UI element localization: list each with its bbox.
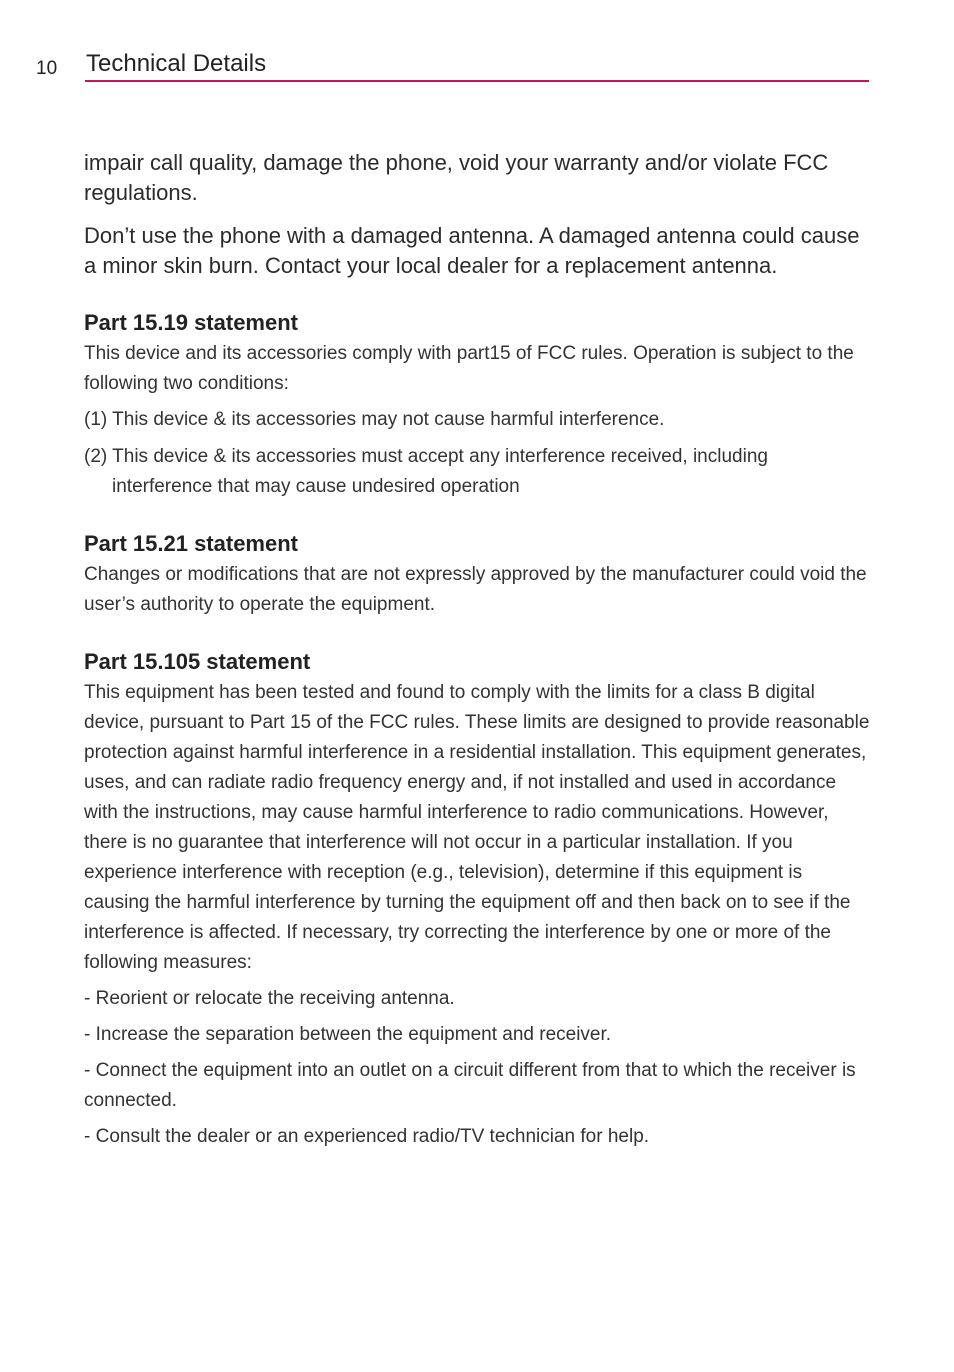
measure-item-2: - Increase the separation between the equipment and receiver. bbox=[84, 1024, 612, 1045]
page-title: Technical Details bbox=[86, 50, 267, 77]
page-number: 10 bbox=[36, 58, 58, 79]
section-part-15-19 bbox=[84, 309, 872, 502]
section-heading: Part 15.19 statement bbox=[84, 310, 298, 335]
intro-paragraph-1: impair call quality, damage the phone, void your warranty and/or violate FCC regulations. bbox=[84, 150, 829, 205]
section-part-15-105 bbox=[84, 648, 872, 1152]
section-heading: Part 15.21 statement bbox=[84, 531, 298, 556]
section-body: This device and its accessories comply with part15 of FCC rules. Operation is subject to the following two conditions: bbox=[84, 343, 854, 394]
measure-item-3: - Connect the equipment into an outlet on a circuit different from that to which the receiver is connected. bbox=[84, 1060, 856, 1111]
section-heading: Part 15.105 statement bbox=[84, 649, 311, 674]
measure-item-4: - Consult the dealer or an experienced radio/TV technician for help. bbox=[84, 1126, 650, 1147]
intro-paragraph-2: Don’t use the phone with a damaged antenna. A damaged antenna could cause a minor skin burn. Contact your local dealer for a replacement antenna. bbox=[84, 223, 860, 278]
section-part-15-21 bbox=[84, 530, 872, 620]
section-body: Changes or modifications that are not expressly approved by the manufacturer could void the user’s authority to operate the equipment. bbox=[84, 564, 867, 615]
measure-item-1: - Reorient or relocate the receiving antenna. bbox=[84, 988, 455, 1009]
section-body: This equipment has been tested and found to comply with the limits for a class B digital device, pursuant to Part 15 of the FCC rules. These limits are designed to provide reasonable protection against harmful interference in a residential installation. This equipment generates, uses, and can radiate radio frequency energy and, if not installed and used in accordance with the instructions, may cause harmful interference to radio communications. However, there is no guarantee that interference will not occur in a particular installation. If you experience interference with reception (e.g., television), determine if this equipment is causing the harmful interference by turning the equipment off and then back on to see if the interference is affected. If necessary, try correcting the interference by one or more of the following measures: bbox=[84, 682, 870, 973]
condition-item-1: (1) This device & its accessories may not cause harmful interference. bbox=[84, 409, 665, 430]
condition-item-2: (2) This device & its accessories must accept any interference received, including interference that may cause undesired operation bbox=[84, 446, 768, 497]
page-content bbox=[84, 148, 872, 1158]
header-divider bbox=[85, 80, 869, 82]
